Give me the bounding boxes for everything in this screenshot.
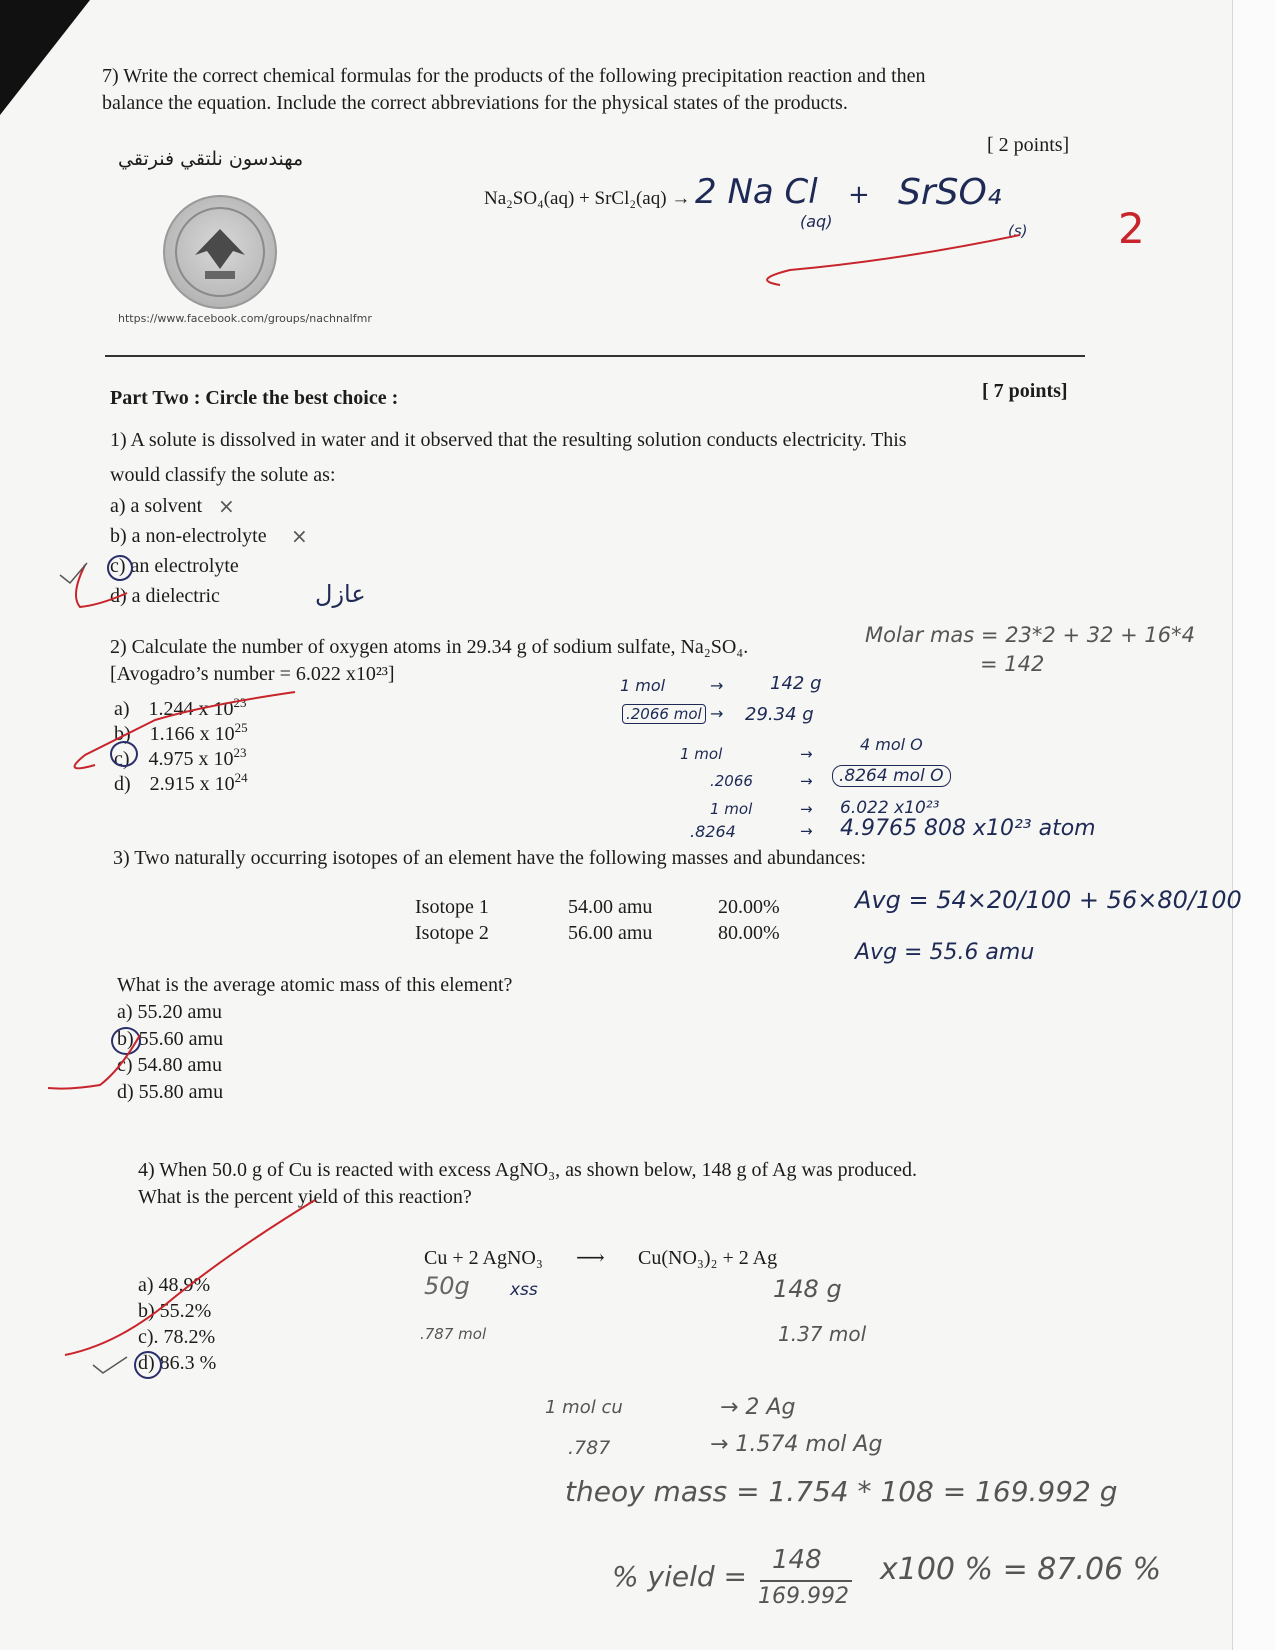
hw-q2-l6b: → [800,822,813,840]
hw-q4-r1b: → 2 Ag [720,1395,796,1420]
hw-q4-787: .787 mol [420,1325,487,1343]
hw-q4-148: 148 g [773,1275,842,1303]
hw-q4-50g: 50g [424,1272,470,1300]
q4-option-c: c). 78.2% [138,1326,216,1348]
red-check-q1 [55,555,135,615]
hw-q4-yield-lhs: % yield = [612,1560,747,1593]
hw-q4-r2a: .787 [568,1437,611,1459]
q3-option-c: c) 54.80 amu [117,1054,222,1076]
hw-q3-avg2: Avg = 55.6 amu [855,940,1035,965]
hw-q2-l4c: .8264 mol O [832,765,951,787]
hw-q2-l6a: .8264 [690,822,736,841]
hw-cross-b: × [291,524,308,548]
q3-line1: 3) Two naturally occurring isotopes of an element have the following masses and abundances: [113,847,867,869]
q3-option-a: a) 55.20 amu [117,1001,222,1023]
q4-line1: 4) When 50.0 g of Cu is reacted with excess AgNO₃, as shown below, 148 g of Ag was produced. [138,1159,918,1181]
red-check-q2 [55,680,305,780]
hw-q2-l2a: .2066 mol [622,704,706,724]
hw-q4-137: 1.37 mol [778,1322,867,1346]
q2-line1: 2) Calculate the number of oxygen atoms in 29.34 g of sodium sulfate, Na₂SO₄. [110,636,749,658]
q4-eq-right: Cu(NO₃)₂ + 2 Ag [638,1247,778,1269]
part-two-title: Part Two : Circle the best choice : [110,387,399,409]
hw-q2-l1c: 142 g [770,673,822,694]
q1-line1: 1) A solute is dissolved in water and it observed that the resulting solution conducts electricity. This [110,429,907,451]
hw-cross-a: × [218,494,235,518]
q7-line1: 7) Write the correct chemical formulas for the products of the following precipitation reaction and then [102,65,926,87]
q7-equation [484,188,690,210]
q4-eq-arrow: ⟶ [576,1247,605,1269]
hw-q4-r1a: 1 mol cu [545,1397,623,1418]
hw-q4-xss: xss [510,1280,538,1300]
red-check-q3 [40,1030,150,1100]
hw-q2-l6c: 4.9765 808 x10²³ atom [840,816,1096,841]
hw-q2-l3a: 1 mol [680,745,723,763]
q2-option-c-exp: 23 [233,745,247,760]
hw-q2-l2c: 29.34 g [745,704,814,725]
q7-line2: balance the equation. Include the correct abbreviations for the physical states of the products. [102,92,848,114]
q2-option-d-letter: d) [114,773,131,795]
hw-q4-yield-rhs: x100 % = 87.06 % [880,1552,1162,1587]
scan-page-edge [1232,0,1275,1650]
hw-q2-l1b: → [710,676,724,695]
hw-q4-numerator: 148 [772,1545,822,1575]
hw-q2-l4a: .2066 [710,772,753,790]
q3-option-b: b) 55.60 amu [117,1028,224,1050]
hw-q2-l4b: → [800,772,813,790]
q3-isotope2-abundance: 80.00% [718,922,780,944]
q7-plus: + [579,188,590,209]
q2-option-a-exp: 23 [233,695,247,710]
q7-arrow: → [671,188,691,209]
q2-option-b-value: 1.166 x 10 [149,723,235,745]
hw-q4-r2b: → 1.574 mol Ag [710,1432,883,1457]
hw-molar-mass: Molar mas = 23*2 + 32 + 16*4 [865,623,1195,647]
university-seal-logo [163,195,277,309]
hw-q2-l1a: 1 mol [620,676,666,695]
fraction-bar [760,1580,852,1582]
hw-q2-l2b: → [710,704,724,723]
q3-isotope2-mass: 56.00 amu [568,922,653,944]
part-two-points: [ 7 points] [982,380,1068,402]
q3-option-d: d) 55.80 amu [117,1081,224,1103]
q2-option-a-letter: a) [114,698,130,720]
q3-isotope1-mass: 54.00 amu [568,896,653,918]
q7-points: [ 2 points] [987,134,1070,156]
q2-option-b-letter: b) [114,723,131,745]
scan-corner-shadow [0,0,90,115]
q7-reactant1: Na₂SO₄(aq) [484,188,575,209]
hw-state2: (s) [1008,222,1028,240]
section-divider [105,355,1085,357]
q4-option-b: b) 55.2% [138,1300,212,1322]
hw-q4-denominator: 169.992 [758,1584,849,1609]
q1-option-b: b) a non-electrolyte [110,525,267,547]
q2-line2: [Avogadro’s number = 6.022 x10²³] [110,663,395,685]
hw-q4-theory: theoy mass = 1.754 * 108 = 169.992 g [565,1475,1118,1508]
q4-eq-left: Cu + 2 AgNO₃ [424,1247,543,1269]
q1-option-d: d) a dielectric [110,585,220,607]
q2-option-d-value: 2.915 x 10 [149,773,235,795]
q3-isotope2-name: Isotope 2 [415,922,489,944]
hw-q2-l5a: 1 mol [710,800,753,818]
q7-reactant2: SrCl₂(aq) [594,188,667,209]
q1-line2: would classify the solute as: [110,464,336,486]
hw-q2-l3c: 4 mol O [860,735,923,754]
hw-plus: + [848,180,870,210]
hw-q2-l5c: 6.022 x10²³ [840,798,940,818]
hw-q3-avg1: Avg = 54×20/100 + 56×80/100 [855,886,1242,914]
watermark-url: https://www.facebook.com/groups/nachnalfmr [118,312,372,325]
hw-q2-l3b: → [800,745,813,763]
hw-score-q7: 2 [1118,204,1145,253]
hw-product2: SrSO₄ [898,172,1002,213]
q3-question: What is the average atomic mass of this element? [117,974,513,996]
q1-option-c: c) an electrolyte [110,555,239,577]
q4-option-d: d) 86.3 % [138,1352,217,1374]
q1-option-a: a) a solvent [110,495,203,517]
red-check-stroke-q7 [750,225,1040,295]
red-check-q4 [55,1195,325,1385]
q3-isotope1-abundance: 20.00% [718,896,780,918]
q4-line2: What is the percent yield of this reaction? [138,1186,472,1208]
hw-arabic-note: عازل [315,580,366,608]
q2-option-a-value: 1.244 x 10 [148,698,234,720]
hw-q2-l5b: → [800,800,813,818]
hw-state1: (aq) [800,212,833,231]
q4-option-a: a) 48.9% [138,1274,211,1296]
hw-molar-mass-result: = 142 [980,652,1045,676]
q2-option-b-exp: 25 [234,720,248,735]
q3-isotope1-name: Isotope 1 [415,896,489,918]
hw-product1: 2 Na Cl [695,172,818,212]
q2-option-d-exp: 24 [234,770,248,785]
q2-option-c-letter: c) [114,748,130,770]
watermark-arabic-title: مهندسون نلتقي فنرتقي [118,148,304,170]
q2-option-c-value: 4.975 x 10 [148,748,234,770]
